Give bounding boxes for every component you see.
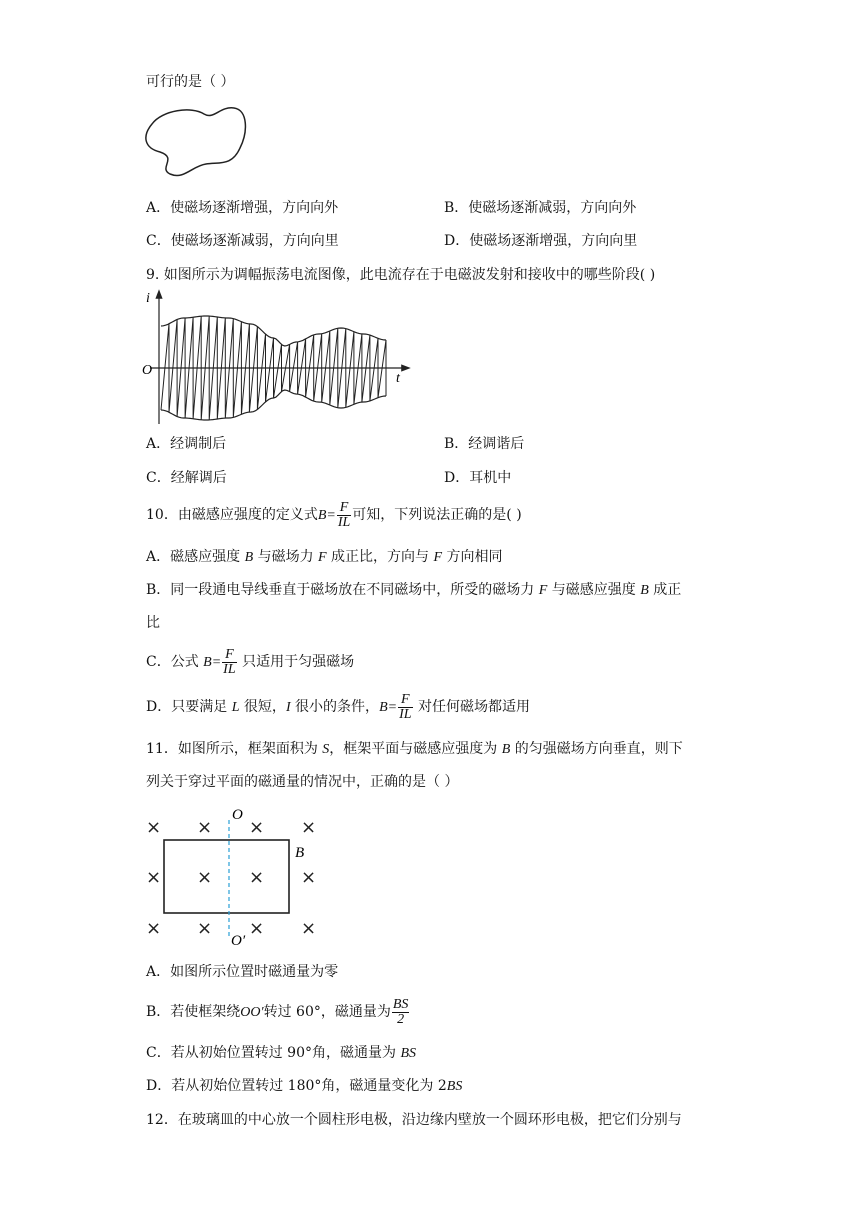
- field-cross: ×: [146, 817, 162, 838]
- q9-option-c[interactable]: C．经解调后: [146, 470, 227, 486]
- q8-option-a[interactable]: A．使磁场逐渐增强，方向向外: [146, 200, 339, 216]
- q11-stem-line2: 列关于穿过平面的磁通量的情况中，正确的是（ ）: [146, 774, 459, 790]
- q10-option-d[interactable]: D．只要满足 L 很短，I 很小的条件，B= $\frac{F}{IL}$ 对任何磁场都适用: [146, 691, 530, 722]
- q11-option-a[interactable]: A．如图所示位置时磁通量为零: [146, 964, 339, 980]
- q9-option-a[interactable]: A．经调制后: [146, 436, 227, 452]
- field-cross: ×: [197, 918, 213, 939]
- q11-stem-line1: 11．如图所示，框架面积为 S，框架平面与磁感应强度为 B 的匀强磁场方向垂直，则下: [146, 741, 683, 757]
- axis-label-o-prime: O′: [231, 933, 246, 949]
- q10-stem: 10．由磁感应强度的定义式B= $\frac{F}{IL}$ 可知，下列说法正确的是( ): [146, 499, 522, 530]
- q8-irregular-loop-figure: [140, 104, 252, 180]
- q9-option-d[interactable]: D．耳机中: [444, 470, 512, 486]
- q10-formula-fraction: $\frac{F}{IL}$: [337, 499, 351, 530]
- q11-option-c[interactable]: C．若从初始位置转过 90°角，磁通量为 BS: [146, 1045, 416, 1061]
- axis-i-label: i: [146, 291, 150, 306]
- q10-option-b-cont: 比: [146, 615, 160, 631]
- origin-label: O: [142, 363, 153, 378]
- rectangular-frame: [164, 840, 289, 913]
- q8-option-d[interactable]: D．使磁场逐渐增强，方向向里: [444, 233, 638, 249]
- magnetic-field-crosses: [146, 817, 316, 939]
- field-cross: ×: [197, 867, 213, 888]
- axis-t-label: t: [396, 371, 400, 386]
- field-cross: ×: [301, 918, 317, 939]
- field-cross: ×: [146, 867, 162, 888]
- axis-label-o: O: [232, 807, 243, 823]
- q11-option-d[interactable]: D．若从初始位置转过 180°角，磁通量变化为 2BS: [146, 1078, 463, 1094]
- field-cross: ×: [249, 918, 265, 939]
- q9-stem: 9. 如图所示为调幅振荡电流图像，此电流存在于电磁波发射和接收中的哪些阶段( ): [146, 267, 656, 283]
- field-cross: ×: [146, 918, 162, 939]
- q11-frame-in-field-figure: [140, 800, 340, 952]
- q9-am-current-chart: [140, 288, 420, 428]
- q9-option-b[interactable]: B．经调谐后: [444, 436, 525, 452]
- q10-option-c[interactable]: C．公式 B= $\frac{F}{IL}$ 只适用于匀强磁场: [146, 646, 355, 677]
- field-cross: ×: [249, 867, 265, 888]
- field-label-b: B: [295, 845, 305, 861]
- q8-stem-end: 可行的是（ ）: [146, 74, 235, 90]
- field-cross: ×: [301, 817, 317, 838]
- field-cross: ×: [197, 817, 213, 838]
- q8-option-c[interactable]: C．使磁场逐渐减弱，方向向里: [146, 233, 339, 249]
- q10-option-a[interactable]: A．磁感应强度 B 与磁场力 F 成正比，方向与 F 方向相同: [146, 549, 503, 565]
- q8-option-b[interactable]: B．使磁场逐渐减弱，方向向外: [444, 200, 637, 216]
- q10-option-b[interactable]: B．同一段通电导线垂直于磁场放在不同磁场中，所受的磁场力 F 与磁感应强度 B 成正: [146, 582, 682, 598]
- q12-stem-line1: 12．在玻璃皿的中心放一个圆柱形电极，沿边缘内壁放一个圆环形电极，把它们分别与: [146, 1112, 682, 1128]
- field-cross: ×: [249, 817, 265, 838]
- q11-option-b[interactable]: B．若使框架绕OO′转过 60°，磁通量为 $\frac{BS}{2}$: [146, 996, 409, 1027]
- field-cross: ×: [301, 867, 317, 888]
